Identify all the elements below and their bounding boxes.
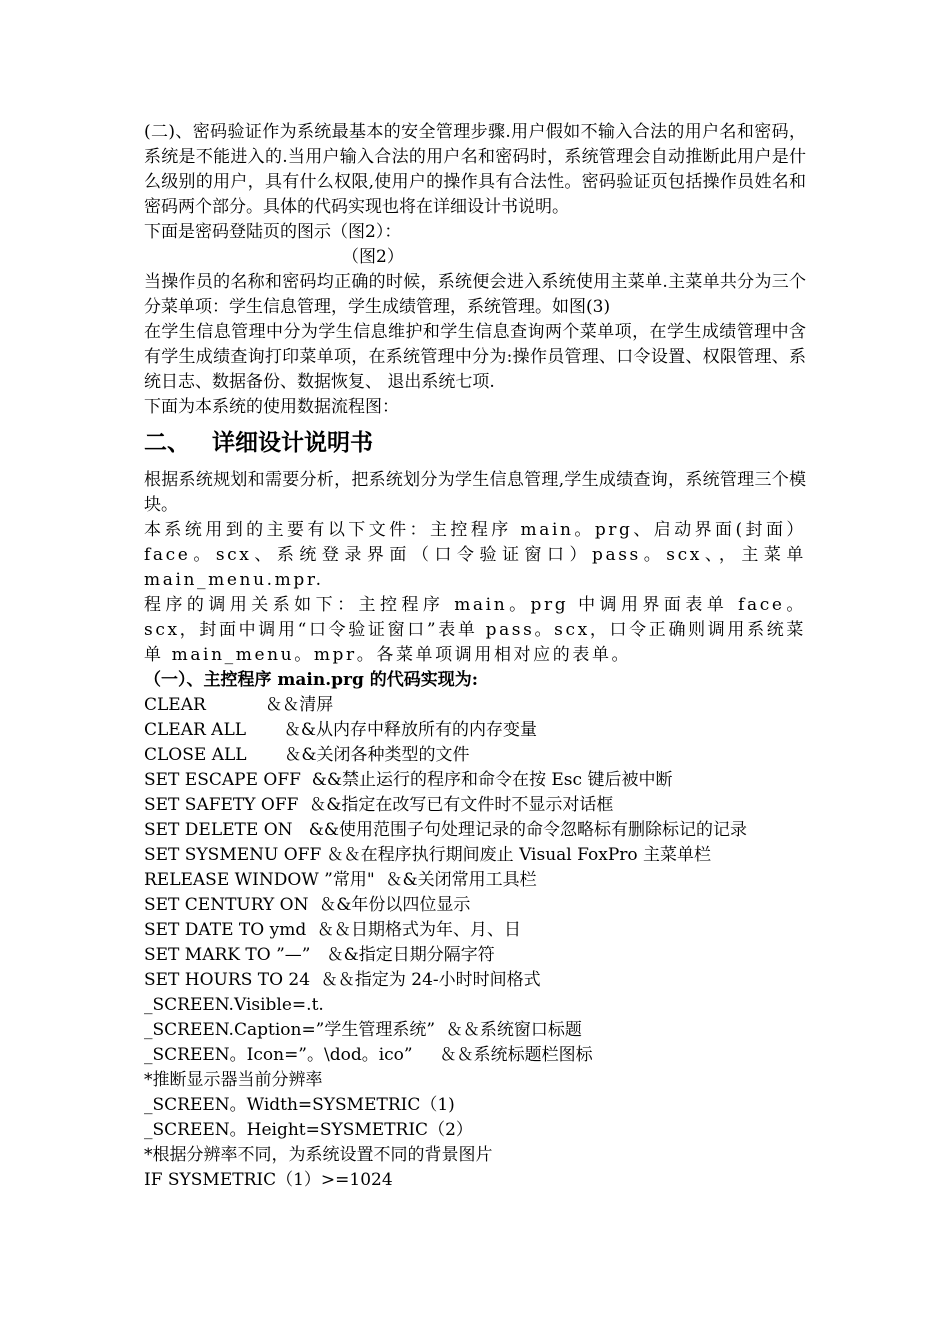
code-line: _SCREEN.Visible=.t. <box>144 995 324 1015</box>
paragraph-call-relations: 程序的调用关系如下：主控程序 main。prg 中调用界面表单 face。scx，封面中调用“口令验证窗口”表单 pass。scx，口令正确则调用系统菜单 main_menu。mpr。各菜单项调用相对应的表单。 <box>144 595 806 665</box>
code-line: SET DELETE ON &&使用范围子句处理记录的命令忽略标有删除标记的记录 <box>144 820 747 840</box>
subheading-main-prg: （一）、主控程序 main.prg 的代码实现为: <box>144 670 479 690</box>
paragraph-menu-items: 在学生信息管理中分为学生信息维护和学生信息查询两个菜单项，在学生成绩管理中含有学生成绩查询打印菜单项，在系统管理中分为:操作员管理、口令设置、权限管理、系统日志、数据备份、数据恢复、 退出系统七项. <box>144 322 806 392</box>
code-line: SET CENTURY ON ＆&年份以四位显示 <box>144 895 471 915</box>
code-line: _SCREEN。Width=SYSMETRIC（1) <box>144 1095 455 1115</box>
code-line: CLEAR ＆＆清屏 <box>144 695 334 715</box>
code-line: _SCREEN。Height=SYSMETRIC（2） <box>144 1120 473 1140</box>
figure-2-caption: （图2） <box>342 247 404 267</box>
code-line: RELEASE WINDOW ”常用" ＆&关闭常用工具栏 <box>144 870 537 890</box>
paragraph-modules: 根据系统规划和需要分析，把系统划分为学生信息管理,学生成绩查询，系统管理三个模块。 <box>144 470 806 515</box>
code-line: CLEAR ALL ＆&从内存中释放所有的内存变量 <box>144 720 537 740</box>
code-line: SET DATE TO ymd ＆＆日期格式为年、月、日 <box>144 920 522 940</box>
paragraph-dataflow-intro: 下面为本系统的使用数据流程图： <box>144 397 399 417</box>
code-line: SET SAFETY OFF ＆&指定在改写已有文件时不显示对话框 <box>144 795 614 815</box>
code-line: IF SYSMETRIC（1）>=1024 <box>144 1170 393 1190</box>
document-page <box>144 120 806 1193</box>
paragraph-files: 本系统用到的主要有以下文件：主控程序 main。prg、启动界面(封面）face。scx、系统登录界面（口令验证窗口）pass。scx、，主菜单 main_menu.mpr. <box>144 520 806 590</box>
code-line: _SCREEN.Caption=”学生管理系统” ＆＆系统窗口标题 <box>144 1020 582 1040</box>
code-line: SET MARK TO ”—” ＆&指定日期分隔字符 <box>144 945 495 965</box>
code-line: SET HOURS TO 24 ＆＆指定为 24-小时时间格式 <box>144 970 541 990</box>
code-line: _SCREEN。Icon=”。\dod。ico” ＆＆系统标题栏图标 <box>144 1045 593 1065</box>
code-line: CLOSE ALL ＆&关闭各种类型的文件 <box>144 745 470 765</box>
code-line: SET ESCAPE OFF &&禁止运行的程序和命令在按 Esc 键后被中断 <box>144 770 673 790</box>
paragraph-main-menu: 当操作员的名称和密码均正确的时候，系统便会进入系统使用主菜单.主菜单共分为三个分菜单项：学生信息管理，学生成绩管理，系统管理。如图(3) <box>144 272 806 317</box>
section-heading <box>144 426 806 460</box>
code-line: SET SYSMENU OFF ＆＆在程序执行期间废止 Visual FoxPro 主菜单栏 <box>144 845 712 865</box>
paragraph-login-figure-intro: 下面是密码登陆页的图示（图2）： <box>144 222 402 242</box>
paragraph-password-verification: (二)、密码验证作为系统最基本的安全管理步骤.用户假如不输入合法的用户名和密码，系统是不能进入的.当用户输入合法的用户名和密码时，系统管理会自动推断此用户是什么级别的用户，具有什么权限,使用户的操作具有合法性。密码验证页包括操作员姓名和密码两个部分。具体的代码实现也将在详细设计书说明。 <box>144 122 806 217</box>
code-line: *根据分辨率不同，为系统设置不同的背景图片 <box>144 1145 493 1165</box>
section-number: 二、 <box>144 430 190 456</box>
code-line: *推断显示器当前分辨率 <box>144 1070 323 1090</box>
section-title: 详细设计说明书 <box>212 430 373 456</box>
code-block <box>144 693 806 1193</box>
